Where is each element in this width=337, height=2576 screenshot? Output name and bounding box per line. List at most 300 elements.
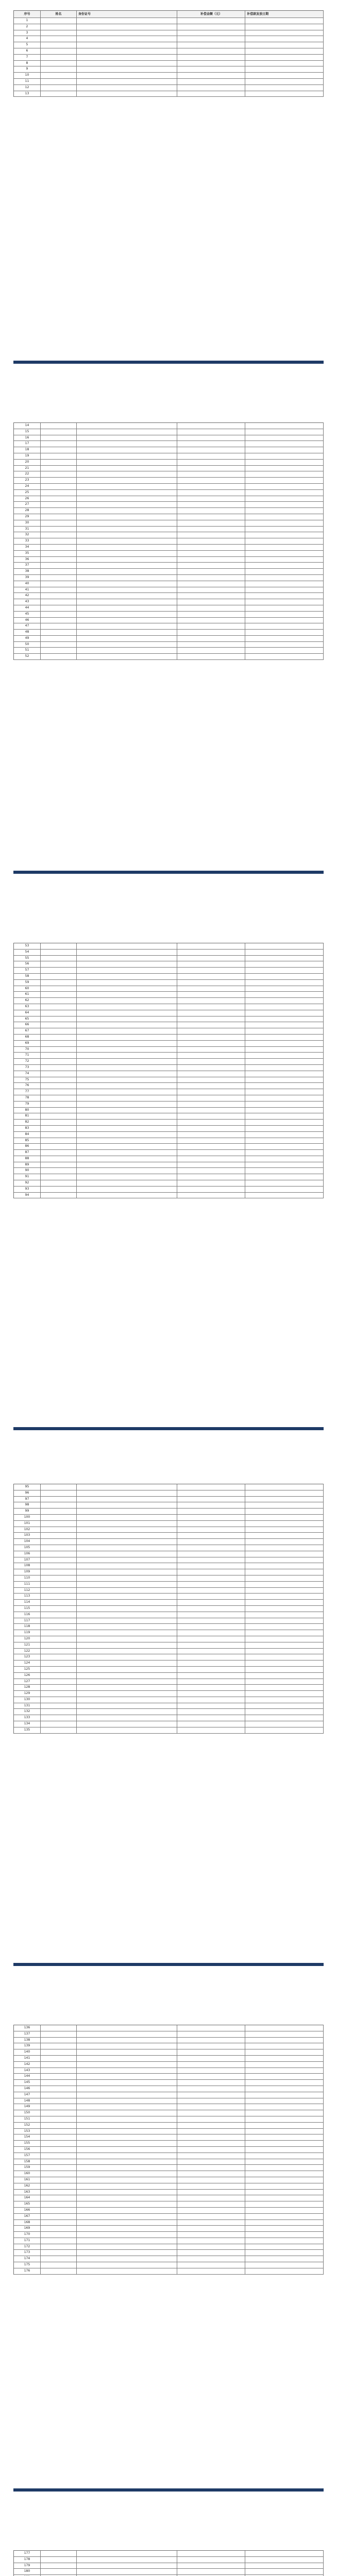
row-id-number (77, 1077, 178, 1083)
row-name (41, 1047, 77, 1053)
row-name (41, 968, 77, 973)
table-row (14, 2208, 324, 2214)
row-amount (177, 1138, 245, 1144)
row-amount (177, 1515, 245, 1520)
row-name (41, 956, 77, 961)
row-name (41, 2092, 77, 2098)
row-date (245, 1016, 324, 1022)
row-date (245, 2190, 324, 2195)
row-name (41, 471, 77, 477)
row-number: 121 (14, 1642, 41, 1648)
row-number: 153 (14, 2129, 41, 2134)
row-amount (177, 36, 245, 42)
row-number: 10 (14, 73, 41, 78)
row-id-number (77, 453, 178, 459)
row-name (41, 1101, 77, 1107)
row-id-number (77, 79, 178, 84)
table-sheet (13, 1484, 324, 1734)
table-sheet (13, 943, 324, 1198)
row-name (41, 623, 77, 629)
row-amount (177, 2068, 245, 2074)
row-id-number (77, 66, 178, 72)
table-row (14, 2201, 324, 2208)
row-number: 27 (14, 502, 41, 507)
row-amount (177, 532, 245, 538)
table-row (14, 575, 324, 581)
row-amount (177, 1047, 245, 1053)
row-amount (177, 1083, 245, 1089)
row-number: 39 (14, 575, 41, 581)
row-number: 141 (14, 2056, 41, 2061)
row-name (41, 435, 77, 441)
row-number: 65 (14, 1016, 41, 1022)
row-name (41, 1630, 77, 1636)
row-id-number (77, 980, 178, 986)
row-name (41, 1065, 77, 1071)
row-name (41, 2165, 77, 2171)
table-row (14, 1624, 324, 1630)
row-name (41, 1612, 77, 1618)
row-name (41, 2068, 77, 2074)
row-name (41, 599, 77, 605)
row-id-number (77, 2195, 178, 2201)
row-amount (177, 2056, 245, 2061)
row-amount (177, 2031, 245, 2037)
row-date (245, 1509, 324, 1514)
row-id-number (77, 1703, 178, 1709)
row-id-number (77, 435, 178, 441)
row-id-number (77, 1509, 178, 1514)
table-row (14, 612, 324, 618)
row-amount (177, 1588, 245, 1594)
row-date (245, 2214, 324, 2219)
row-id-number (77, 1174, 178, 1180)
row-id-number (77, 423, 178, 429)
row-amount (177, 2153, 245, 2159)
row-name (41, 532, 77, 538)
row-date (245, 2147, 324, 2153)
table-row (14, 1594, 324, 1600)
row-id-number (77, 2116, 178, 2122)
row-id-number (77, 91, 178, 97)
row-number: 170 (14, 2232, 41, 2238)
row-amount (177, 2116, 245, 2122)
table-row (14, 2134, 324, 2141)
row-number: 26 (14, 496, 41, 502)
row-amount (177, 1484, 245, 1490)
table-row (14, 1113, 324, 1120)
row-name (41, 2214, 77, 2219)
row-id-number (77, 2086, 178, 2092)
row-date (245, 1721, 324, 1727)
row-date (245, 2232, 324, 2238)
row-number: 71 (14, 1053, 41, 1058)
row-name (41, 490, 77, 496)
row-name (41, 642, 77, 648)
row-name (41, 2074, 77, 2079)
row-date (245, 575, 324, 581)
row-name (41, 1582, 77, 1587)
row-id-number (77, 538, 178, 544)
row-amount (177, 980, 245, 986)
row-number: 98 (14, 1502, 41, 1508)
row-id-number (77, 1162, 178, 1168)
row-id-number (77, 636, 178, 641)
row-amount (177, 986, 245, 992)
table-row (14, 66, 324, 73)
row-amount (177, 527, 245, 532)
table-row (14, 623, 324, 630)
table-row (14, 514, 324, 520)
row-name (41, 2551, 77, 2556)
row-amount (177, 520, 245, 526)
table-row (14, 1053, 324, 1059)
row-id-number (77, 2062, 178, 2067)
row-amount (177, 48, 245, 54)
sheet-divider (13, 871, 324, 874)
row-amount (177, 1095, 245, 1101)
row-name (41, 1660, 77, 1666)
row-amount (177, 1563, 245, 1569)
row-amount (177, 1557, 245, 1563)
row-date (245, 980, 324, 986)
table-row (14, 2177, 324, 2183)
row-amount (177, 429, 245, 435)
row-amount (177, 2226, 245, 2231)
row-date (245, 423, 324, 429)
row-number: 54 (14, 950, 41, 955)
row-number: 127 (14, 1679, 41, 1685)
row-number: 147 (14, 2092, 41, 2098)
row-id-number (77, 1120, 178, 1125)
row-amount (177, 1065, 245, 1071)
row-date (245, 1490, 324, 1496)
row-date (245, 1673, 324, 1679)
row-id-number (77, 1138, 178, 1144)
row-date (245, 557, 324, 563)
table-row (14, 599, 324, 605)
table-row (14, 2147, 324, 2153)
row-number: 91 (14, 1174, 41, 1180)
row-id-number (77, 466, 178, 471)
row-date (245, 581, 324, 587)
row-date (245, 1600, 324, 1605)
table-row (14, 1727, 324, 1734)
table-row (14, 423, 324, 429)
table-row (14, 605, 324, 612)
row-date (245, 85, 324, 91)
row-name (41, 1022, 77, 1028)
row-amount (177, 1521, 245, 1527)
row-name (41, 30, 77, 36)
table-row (14, 447, 324, 453)
table-row (14, 2165, 324, 2171)
row-date (245, 1126, 324, 1131)
row-id-number (77, 496, 178, 502)
row-id-number (77, 2159, 178, 2165)
row-amount (177, 538, 245, 544)
table-row (14, 1642, 324, 1649)
row-amount (177, 2551, 245, 2556)
row-number: 168 (14, 2220, 41, 2226)
row-amount (177, 545, 245, 550)
row-number: 46 (14, 618, 41, 623)
row-date (245, 73, 324, 78)
row-number: 74 (14, 1071, 41, 1077)
row-id-number (77, 2123, 178, 2128)
row-name (41, 575, 77, 581)
table-row (14, 1660, 324, 1667)
row-number: 80 (14, 1108, 41, 1113)
row-date (245, 1557, 324, 1563)
row-amount (177, 599, 245, 605)
row-name (41, 551, 77, 556)
row-id-number (77, 1180, 178, 1186)
row-name (41, 998, 77, 1004)
row-name (41, 2208, 77, 2213)
row-date (245, 998, 324, 1004)
row-date (245, 2086, 324, 2092)
table-row (14, 2074, 324, 2080)
row-date (245, 1618, 324, 1624)
row-date (245, 1515, 324, 1520)
row-amount (177, 1618, 245, 1624)
row-number: 23 (14, 478, 41, 483)
row-id-number (77, 2244, 178, 2250)
row-date (245, 532, 324, 538)
row-date (245, 563, 324, 568)
column-header-date: 补偿款发放日期 (245, 11, 324, 18)
row-name (41, 2190, 77, 2195)
row-date (245, 429, 324, 435)
table-row (14, 998, 324, 1004)
row-id-number (77, 1132, 178, 1138)
row-id-number (77, 1059, 178, 1064)
row-name (41, 1113, 77, 1119)
row-date (245, 1563, 324, 1569)
table-row (14, 1654, 324, 1660)
row-number: 163 (14, 2190, 41, 2195)
row-name (41, 1527, 77, 1533)
row-id-number (77, 1551, 178, 1557)
row-date (245, 2177, 324, 2183)
row-number: 1 (14, 18, 41, 24)
row-date (245, 1649, 324, 1654)
row-amount (177, 2569, 245, 2574)
sheet-divider (13, 361, 324, 364)
row-name (41, 980, 77, 986)
table-row (14, 1697, 324, 1703)
row-id-number (77, 2551, 178, 2556)
sheet-divider (13, 1963, 324, 1966)
row-name (41, 1618, 77, 1624)
row-id-number (77, 1156, 178, 1162)
row-name (41, 1624, 77, 1630)
row-id-number (77, 1673, 178, 1679)
row-date (245, 1497, 324, 1502)
row-number: 165 (14, 2201, 41, 2207)
row-amount (177, 557, 245, 563)
row-date (245, 1569, 324, 1575)
table-row (14, 1557, 324, 1564)
row-id-number (77, 1490, 178, 1496)
row-id-number (77, 2177, 178, 2183)
row-id-number (77, 599, 178, 605)
row-date (245, 1667, 324, 1672)
table-row (14, 24, 324, 30)
table-row (14, 1180, 324, 1187)
row-date (245, 2563, 324, 2569)
row-date (245, 1612, 324, 1618)
table-row (14, 532, 324, 538)
row-date (245, 1174, 324, 1180)
row-amount (177, 2129, 245, 2134)
row-number: 164 (14, 2195, 41, 2201)
row-date (245, 974, 324, 979)
row-id-number (77, 2153, 178, 2159)
table-row (14, 429, 324, 435)
row-amount (177, 2171, 245, 2177)
row-date (245, 2038, 324, 2043)
row-name (41, 2244, 77, 2250)
row-name (41, 520, 77, 526)
row-amount (177, 2177, 245, 2183)
row-number: 102 (14, 1527, 41, 1533)
row-number: 111 (14, 1582, 41, 1587)
row-amount (177, 1150, 245, 1156)
row-date (245, 623, 324, 629)
row-id-number (77, 484, 178, 489)
row-name (41, 630, 77, 635)
row-number: 123 (14, 1654, 41, 1660)
row-amount (177, 496, 245, 502)
row-id-number (77, 1168, 178, 1174)
row-amount (177, 1575, 245, 1581)
table-row (14, 1703, 324, 1709)
row-number: 151 (14, 2116, 41, 2122)
row-name (41, 79, 77, 84)
row-id-number (77, 1697, 178, 1703)
row-id-number (77, 42, 178, 48)
row-name (41, 1035, 77, 1040)
row-id-number (77, 2232, 178, 2238)
row-id-number (77, 1709, 178, 1715)
row-amount (177, 1673, 245, 1679)
table-row (14, 1059, 324, 1065)
row-number: 107 (14, 1557, 41, 1563)
row-name (41, 1685, 77, 1690)
row-amount (177, 593, 245, 599)
row-number: 15 (14, 429, 41, 435)
row-amount (177, 1490, 245, 1496)
row-number: 172 (14, 2244, 41, 2250)
table-row (14, 2250, 324, 2256)
table-row (14, 2129, 324, 2135)
table-row (14, 2031, 324, 2038)
row-amount (177, 85, 245, 91)
row-name (41, 2062, 77, 2067)
row-id-number (77, 1685, 178, 1690)
row-name (41, 961, 77, 967)
row-number: 73 (14, 1065, 41, 1071)
table-row (14, 1715, 324, 1721)
row-name (41, 42, 77, 48)
row-name (41, 1509, 77, 1514)
row-date (245, 2268, 324, 2274)
row-number: 66 (14, 1022, 41, 1028)
row-amount (177, 91, 245, 97)
row-id-number (77, 943, 178, 949)
row-id-number (77, 55, 178, 60)
row-id-number (77, 1624, 178, 1630)
table-row (14, 61, 324, 67)
row-number: 5 (14, 42, 41, 48)
row-id-number (77, 2068, 178, 2074)
row-number: 146 (14, 2086, 41, 2092)
table-row (14, 538, 324, 545)
row-date (245, 520, 324, 526)
row-id-number (77, 1022, 178, 1028)
row-date (245, 654, 324, 659)
row-date (245, 1551, 324, 1557)
row-amount (177, 1016, 245, 1022)
row-number: 134 (14, 1721, 41, 1727)
table-row (14, 1132, 324, 1138)
row-number: 48 (14, 630, 41, 635)
row-name (41, 950, 77, 955)
row-number: 145 (14, 2080, 41, 2086)
row-name (41, 1721, 77, 1727)
row-number: 124 (14, 1660, 41, 1666)
row-date (245, 1004, 324, 1010)
row-number: 70 (14, 1047, 41, 1053)
row-date (245, 79, 324, 84)
row-amount (177, 1630, 245, 1636)
table-row (14, 1533, 324, 1539)
row-amount (177, 605, 245, 611)
table-row (14, 1028, 324, 1035)
row-id-number (77, 1727, 178, 1733)
row-date (245, 1521, 324, 1527)
row-date (245, 1138, 324, 1144)
row-id-number (77, 2165, 178, 2171)
row-name (41, 2147, 77, 2153)
row-id-number (77, 2171, 178, 2177)
row-amount (177, 1539, 245, 1545)
row-id-number (77, 1108, 178, 1113)
row-number: 12 (14, 85, 41, 91)
table-row (14, 642, 324, 648)
row-name (41, 1642, 77, 1648)
row-date (245, 2557, 324, 2563)
table-row (14, 1083, 324, 1089)
row-id-number (77, 441, 178, 447)
row-number: 18 (14, 447, 41, 453)
table-row (14, 1041, 324, 1047)
row-number: 166 (14, 2208, 41, 2213)
row-date (245, 1101, 324, 1107)
row-date (245, 2043, 324, 2049)
table-row (14, 2086, 324, 2092)
row-date (245, 527, 324, 532)
table-sheet (13, 2550, 324, 2576)
table-row (14, 1187, 324, 1193)
row-date (245, 943, 324, 949)
row-amount (177, 1144, 245, 1149)
row-name (41, 2220, 77, 2226)
row-date (245, 545, 324, 550)
table-row (14, 2049, 324, 2056)
